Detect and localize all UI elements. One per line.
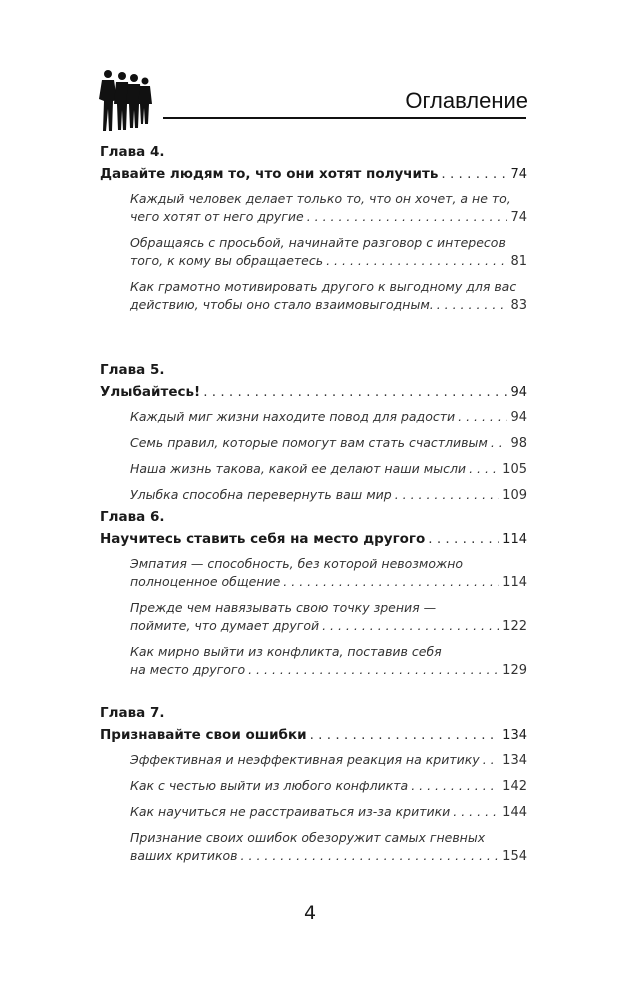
page-title: Оглавление	[405, 88, 528, 113]
subentry-text: поймите, что думает другой	[130, 618, 320, 633]
page-ref: 74	[510, 210, 527, 225]
subentry-text: Как научиться не расстраиваться из-за критики	[130, 804, 451, 819]
page-ref: 142	[502, 779, 527, 794]
header-divider	[163, 117, 526, 119]
toc-subentry[interactable]	[130, 643, 527, 680]
chapter-title-entry[interactable]	[100, 724, 527, 747]
toc-subentry[interactable]	[130, 829, 527, 866]
page-ref: 122	[502, 619, 527, 634]
dot-leader	[203, 381, 507, 403]
subentry-line: Прежде чем навязывать свою точку зрения —	[130, 600, 437, 615]
page-ref: 144	[502, 805, 527, 820]
toc-subentry[interactable]	[130, 460, 527, 479]
page-ref: 74	[510, 167, 527, 182]
dot-leader	[322, 617, 499, 635]
toc-subentry[interactable]	[130, 408, 527, 427]
toc-subentry[interactable]	[130, 777, 527, 796]
toc-subentry[interactable]	[130, 751, 527, 770]
dot-leader	[411, 777, 499, 795]
toc-subentry[interactable]	[130, 803, 527, 822]
page-ref: 109	[502, 488, 527, 503]
toc-subentry[interactable]	[130, 434, 527, 453]
page-ref: 114	[502, 532, 527, 547]
dot-leader	[437, 296, 508, 314]
dot-leader	[326, 252, 507, 270]
chapter-title-entry[interactable]	[100, 381, 527, 404]
dot-leader	[283, 573, 499, 591]
subentry-text: того, к кому вы обращаетесь	[130, 253, 324, 268]
page-number: 4	[303, 902, 317, 924]
subentry-text: Наша жизнь такова, какой ее делают наши мысли	[130, 461, 467, 476]
toc-subentry[interactable]	[130, 599, 527, 636]
dot-leader	[248, 661, 499, 679]
dot-leader	[395, 486, 499, 504]
page-ref: 134	[502, 753, 527, 768]
subentry-line: Признание своих ошибок обезоружит самых гневных	[130, 830, 486, 845]
page-ref: 98	[510, 436, 527, 451]
toc-chapter	[100, 702, 527, 866]
page-ref: 134	[502, 728, 527, 743]
page-ref: 81	[510, 254, 527, 269]
people-silhouettes-logo	[98, 68, 154, 132]
subentry-text: действию, чтобы оно стало взаимовыгодным.	[130, 297, 434, 312]
page-ref: 114	[502, 575, 527, 590]
page-ref: 154	[502, 849, 527, 864]
dot-leader	[453, 803, 499, 821]
subentry-line: Как грамотно мотивировать другого к выгодному для вас	[130, 279, 517, 294]
toc-chapter	[100, 359, 527, 505]
page-ref: 94	[510, 385, 527, 400]
chapter-title-entry[interactable]	[100, 163, 527, 186]
dot-leader	[310, 724, 500, 746]
dot-leader	[241, 847, 500, 865]
subentry-line: Каждый человек делает только то, что он хочет, а не то,	[130, 191, 511, 206]
subentry-text: Эффективная и неэффективная реакция на критику	[130, 752, 480, 767]
subentry-text: ваших критиков	[130, 848, 238, 863]
subentry-text: полноценное общение	[130, 574, 281, 589]
dot-leader	[458, 408, 507, 426]
toc-chapter	[100, 141, 527, 315]
chapter-label: Глава 4.	[100, 144, 165, 160]
dot-leader	[428, 528, 499, 550]
toc-subentry[interactable]	[130, 190, 527, 227]
subentry-text: Каждый миг жизни находите повод для радости	[130, 409, 456, 424]
subentry-line: Обращаясь с просьбой, начинайте разговор с интересов	[130, 235, 506, 250]
dot-leader	[491, 434, 508, 452]
dot-leader	[483, 751, 499, 769]
page-ref: 105	[502, 462, 527, 477]
chapter-label: Глава 5.	[100, 362, 165, 378]
chapter-title: Научитесь ставить себя на место другого	[100, 531, 426, 547]
dot-leader	[307, 208, 508, 226]
page-ref: 83	[510, 298, 527, 313]
chapter-title: Давайте людям то, что они хотят получить	[100, 166, 439, 182]
toc-subentry[interactable]	[130, 278, 527, 315]
chapter-title: Улыбайтесь!	[100, 384, 201, 400]
chapter-label: Глава 6.	[100, 509, 165, 525]
toc-subentry[interactable]	[130, 555, 527, 592]
dot-leader	[441, 163, 507, 185]
page-ref: 94	[510, 410, 527, 425]
dot-leader	[469, 460, 499, 478]
chapter-title: Признавайте свои ошибки	[100, 727, 307, 743]
subentry-text: Семь правил, которые помогут вам стать счастливым	[130, 435, 488, 450]
subentry-text: Улыбка способна перевернуть ваш мир	[130, 487, 392, 502]
toc-chapter	[100, 506, 527, 680]
subentry-line: Как мирно выйти из конфликта, поставив себя	[130, 644, 442, 659]
subentry-text: Как с честью выйти из любого конфликта	[130, 778, 409, 793]
subentry-text: на место другого	[130, 662, 246, 677]
toc-subentry[interactable]	[130, 486, 527, 505]
chapter-label: Глава 7.	[100, 705, 165, 721]
subentry-text: чего хотят от него другие	[130, 209, 304, 224]
chapter-title-entry[interactable]	[100, 528, 527, 551]
toc-subentry[interactable]	[130, 234, 527, 271]
subentry-line: Эмпатия — способность, без которой невозможно	[130, 556, 464, 571]
page-ref: 129	[502, 663, 527, 678]
